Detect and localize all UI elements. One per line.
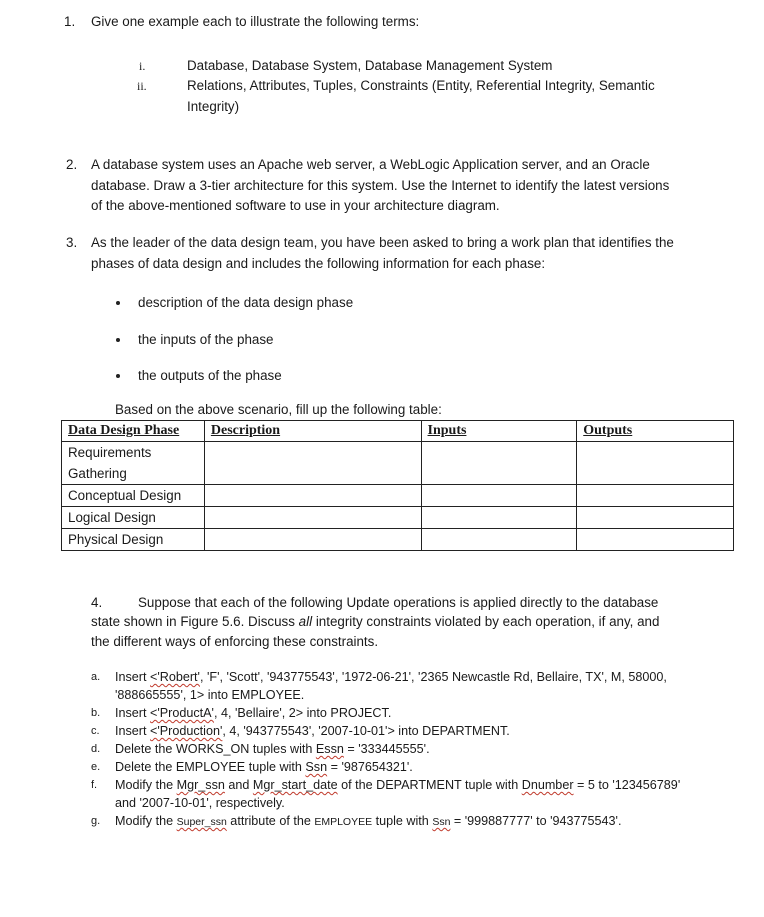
- q3-bullet-outputs: the outputs of the phase: [138, 368, 282, 383]
- q4-item-g-mid-2: tuple with: [372, 814, 433, 828]
- q4-line-2-emphasis: all: [298, 614, 313, 629]
- q4-item-c-flagged: <'Production': [150, 724, 223, 738]
- description-cell[interactable]: [204, 485, 421, 507]
- q4-item-d: [115, 740, 430, 758]
- q1-item-ii-text-line2: Integrity): [187, 99, 240, 114]
- q3-bullet-inputs: the inputs of the phase: [138, 332, 274, 347]
- q4-item-f-flagged-2: Mgr_start_date: [252, 778, 338, 792]
- q4-item-b-flagged: <'ProductA': [150, 706, 214, 720]
- q4-item-g-flagged-2: Ssn: [432, 816, 451, 828]
- q4-item-e-rest: = '987654321'.: [327, 760, 413, 774]
- bullet-dot: [116, 338, 120, 342]
- q4-item-a-line2: '888665555', 1> into EMPLOYEE.: [115, 688, 305, 702]
- data-design-table: [61, 420, 734, 551]
- outputs-cell[interactable]: [577, 485, 734, 507]
- description-cell[interactable]: [204, 529, 421, 551]
- q4-item-d-flagged: Essn: [315, 742, 344, 756]
- q4-item-g-employee: EMPLOYEE: [314, 816, 373, 828]
- q4-item-c-pre: Insert: [115, 724, 150, 738]
- header-data-design-phase: Data Design Phase: [62, 421, 205, 442]
- q4-item-d-rest: = '333445555'.: [343, 742, 430, 756]
- q4-line-2: [91, 612, 659, 632]
- q4-item-b-rest: , 4, 'Bellaire', 2> into PROJECT.: [213, 706, 392, 720]
- q2-line-2: database. Draw a 3-tier architecture for this system. Use the Internet to identify the latest versions: [91, 178, 670, 193]
- q4-item-a-flagged: <'Robert': [150, 670, 200, 684]
- q2-line-1: A database system uses an Apache web server, a WebLogic Application server, and an Oracle: [91, 157, 650, 172]
- q4-line-1: Suppose that each of the following Update operations is applied directly to the database: [138, 595, 659, 610]
- header-outputs: Outputs: [577, 421, 734, 442]
- inputs-cell[interactable]: [421, 485, 577, 507]
- q4-item-f-pre: Modify the: [115, 778, 177, 792]
- q4-item-f-marker: f.: [91, 779, 98, 791]
- outputs-cell[interactable]: [577, 507, 734, 529]
- q4-item-f: [115, 776, 680, 794]
- q4-item-c-marker: c.: [91, 725, 100, 737]
- description-cell[interactable]: [204, 507, 421, 529]
- q3-line-2: phases of data design and includes the following information for each phase:: [91, 256, 546, 271]
- q4-item-b-marker: b.: [91, 707, 101, 719]
- q4-item-f-flagged-1: Mgr_ssn: [176, 778, 225, 792]
- q4-item-f-line2: and '2007-10-01', respectively.: [115, 796, 285, 810]
- q4-number: 4.: [91, 595, 103, 610]
- q4-item-g: [115, 812, 621, 831]
- table-row: [62, 529, 734, 551]
- q4-line-2-rest: integrity constraints violated by each operation, if any, and: [315, 614, 660, 629]
- table-row: [62, 442, 734, 485]
- q2-line-3: of the above-mentioned software to use in your architecture diagram.: [91, 198, 500, 213]
- q2-number: 2.: [66, 157, 78, 172]
- q1-item-ii-text-line1: Relations, Attributes, Tuples, Constraints (Entity, Referential Integrity, Semantic: [187, 78, 655, 93]
- table-header-row: [62, 421, 734, 442]
- q4-item-g-marker: g.: [91, 815, 101, 827]
- outputs-cell[interactable]: [577, 442, 734, 485]
- q4-item-d-marker: d.: [91, 743, 101, 755]
- q4-item-c-rest: , 4, '943775543', '2007-10-01'> into DEPARTMENT.: [222, 724, 510, 738]
- q4-item-e-pre: Delete the EMPLOYEE tuple with: [115, 760, 306, 774]
- q4-item-d-pre: Delete the WORKS_ON tuples with: [115, 742, 316, 756]
- q4-item-f-mid-2: of the DEPARTMENT tuple with: [337, 778, 522, 792]
- outputs-cell[interactable]: [577, 529, 734, 551]
- q4-item-e: [115, 758, 413, 776]
- inputs-cell[interactable]: [421, 442, 577, 485]
- description-cell[interactable]: [204, 442, 421, 485]
- q4-item-a-pre: Insert: [115, 670, 150, 684]
- q4-item-e-flagged: Ssn: [305, 760, 328, 774]
- q4-item-a-rest: , 'F', 'Scott', '943775543', '1972-06-21', '2365 Newcastle Rd, Bellaire, TX', M, 58000,: [199, 670, 667, 684]
- q1-number: 1.: [64, 14, 76, 29]
- inputs-cell[interactable]: [421, 529, 577, 551]
- q1-item-i-marker: i.: [139, 59, 146, 73]
- phase-requirements-line2: Gathering: [68, 466, 127, 481]
- phase-physical: Physical Design: [62, 529, 205, 551]
- q3-table-intro: Based on the above scenario, fill up the following table:: [115, 402, 442, 417]
- q4-line-3: the different ways of enforcing these constraints.: [91, 634, 379, 649]
- q4-item-b: [115, 704, 391, 722]
- q4-item-c: [115, 722, 510, 740]
- q4-line-2-start: state shown in Figure 5.6. Discuss: [91, 614, 295, 629]
- header-inputs: Inputs: [421, 421, 577, 442]
- q3-number: 3.: [66, 235, 78, 250]
- phase-requirements-line1: Requirements: [68, 445, 152, 460]
- bullet-dot: [116, 374, 120, 378]
- header-description: Description: [204, 421, 421, 442]
- q1-text: Give one example each to illustrate the following terms:: [91, 14, 420, 29]
- q1-item-i-text: Database, Database System, Database Management System: [187, 58, 553, 73]
- q3-bullet-description: description of the data design phase: [138, 295, 354, 310]
- table-row: [62, 485, 734, 507]
- q4-item-g-flagged-1: Super_ssn: [176, 816, 227, 828]
- q4-item-f-rest: = 5 to '123456789': [573, 778, 681, 792]
- q4-item-a-marker: a.: [91, 671, 101, 683]
- q1-item-ii-marker: ii.: [137, 79, 147, 93]
- q3-line-1: As the leader of the data design team, you have been asked to bring a work plan that identifies the: [91, 235, 674, 250]
- q4-item-a: [115, 668, 667, 686]
- table-row: [62, 507, 734, 529]
- q4-item-g-rest: = '999887777' to '943775543'.: [450, 814, 622, 828]
- phase-conceptual: Conceptual Design: [62, 485, 205, 507]
- q4-item-f-mid-1: and: [224, 778, 253, 792]
- phase-cell: [62, 442, 205, 485]
- q4-item-b-pre: Insert: [115, 706, 150, 720]
- q4-item-g-pre: Modify the: [115, 814, 177, 828]
- phase-logical: Logical Design: [62, 507, 205, 529]
- bullet-dot: [116, 301, 120, 305]
- q4-item-g-mid-1: attribute of the: [226, 814, 315, 828]
- inputs-cell[interactable]: [421, 507, 577, 529]
- q4-item-f-flagged-3: Dnumber: [521, 778, 574, 792]
- q4-item-e-marker: e.: [91, 761, 101, 773]
